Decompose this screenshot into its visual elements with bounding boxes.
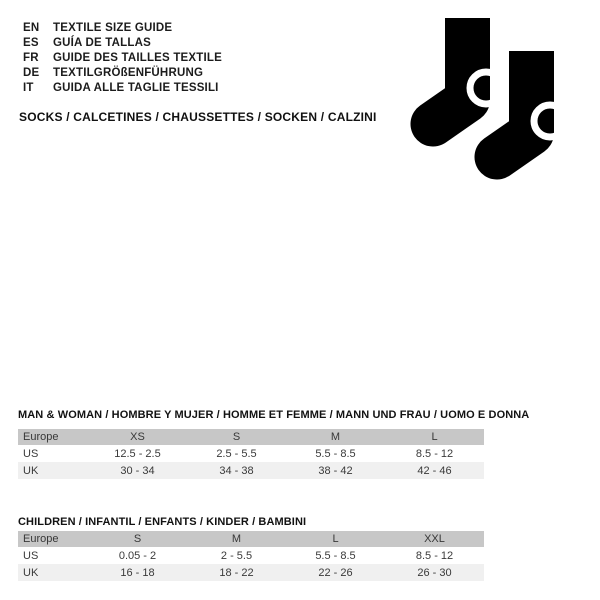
table-row (18, 547, 484, 564)
row-label: UK (23, 464, 39, 477)
size-cell: 22 - 26 (318, 566, 353, 579)
size-cell: 5.5 - 8.5 (315, 549, 356, 562)
size-cell: 34 - 38 (219, 464, 254, 477)
language-label: TEXTILE SIZE GUIDE (53, 21, 173, 34)
size-table-children (18, 531, 484, 581)
size-cell: 18 - 22 (219, 566, 254, 579)
language-list (23, 20, 222, 95)
language-row-it (23, 80, 222, 95)
column-header: M (231, 533, 242, 545)
column-header: XS (130, 431, 145, 443)
size-cell: 16 - 18 (120, 566, 155, 579)
language-label: TEXTILGRÖßENFÜHRUNG (53, 66, 204, 79)
column-header: M (330, 431, 341, 443)
table-header-row (18, 429, 484, 445)
size-cell: 12.5 - 2.5 (114, 447, 161, 460)
category-title: SOCKS / CALCETINES / CHAUSSETTES / SOCKEN / CALZINI (19, 110, 377, 124)
size-cell: 2 - 5.5 (220, 549, 253, 562)
column-header: L (332, 533, 339, 545)
language-code: IT (23, 81, 34, 94)
language-row-fr (23, 50, 222, 65)
size-cell: 42 - 46 (417, 464, 452, 477)
language-row-de (23, 65, 222, 80)
table-header-row (18, 531, 484, 547)
size-cell: 26 - 30 (417, 566, 452, 579)
size-cell: 5.5 - 8.5 (315, 447, 356, 460)
size-cell: 38 - 42 (318, 464, 353, 477)
column-header: S (232, 431, 241, 443)
size-cell: 8.5 - 12 (415, 447, 454, 460)
language-code: EN (23, 21, 40, 34)
column-header: S (133, 533, 142, 545)
table-row (18, 445, 484, 462)
language-label: GUIDE DES TAILLES TEXTILE (53, 51, 222, 64)
language-row-en (23, 20, 222, 35)
table-title-man-woman: MAN & WOMAN / HOMBRE Y MUJER / HOMME ET FEMME / MANN UND FRAU / UOMO E DONNA (18, 409, 530, 421)
language-label: GUIDA ALLE TAGLIE TESSILI (53, 81, 219, 94)
column-header: L (431, 431, 438, 443)
language-label: GUÍA DE TALLAS (53, 36, 151, 49)
row-label: US (23, 447, 39, 460)
row-label: US (23, 549, 39, 562)
size-cell: 8.5 - 12 (415, 549, 454, 562)
table-row (18, 564, 484, 581)
table-title-children: CHILDREN / INFANTIL / ENFANTS / KINDER / BAMBINI (18, 516, 307, 528)
language-code: FR (23, 51, 39, 64)
column-header: Europe (23, 533, 59, 545)
language-code: DE (23, 66, 40, 79)
language-code: ES (23, 36, 39, 49)
size-cell: 2.5 - 5.5 (216, 447, 257, 460)
row-label: UK (23, 566, 39, 579)
socks-icon (400, 8, 570, 188)
size-cell: 0.05 - 2 (118, 549, 157, 562)
language-row-es (23, 35, 222, 50)
column-header: Europe (23, 431, 59, 443)
size-cell: 30 - 34 (120, 464, 155, 477)
size-table-man-woman (18, 429, 484, 479)
table-row (18, 462, 484, 479)
column-header: XXL (424, 533, 445, 545)
